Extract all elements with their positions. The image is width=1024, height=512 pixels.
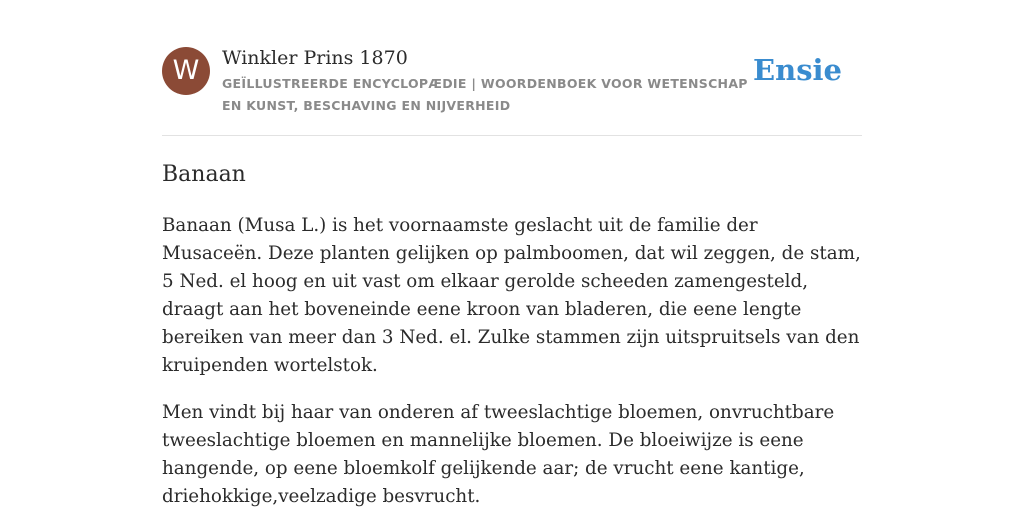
source-avatar[interactable]: W bbox=[162, 47, 210, 95]
ensie-logo[interactable]: Ensie bbox=[753, 53, 842, 87]
article-body bbox=[162, 212, 862, 512]
page-container bbox=[162, 0, 862, 507]
source-title[interactable]: Winkler Prins 1870 bbox=[222, 47, 408, 69]
article-paragraph: Banaan (Musa L.) is het voornaamste geslacht uit de familie der Musaceën. Deze planten gelijken op palmboomen, dat wil zeggen, de stam, 5 Ned. el hoog en uit vast om elkaar gerolde scheeden zamengesteld, draagt aan het boveneinde eene kroon van bladeren, die eene lengte bereiken van meer dan 3 Ned. el. Zulke stammen zijn uitspruitsels van den kruipenden wortelstok. bbox=[162, 215, 861, 376]
source-subtitle: GEÏLLUSTREERDE ENCYCLOPÆDIE | WOORDENBOEK VOOR WETENSCHAP EN KUNST, BESCHAVING EN NIJVERHEID bbox=[222, 76, 748, 113]
article-paragraph: Men vindt bij haar van onderen af tweeslachtige bloemen, onvruchtbare tweeslachtige bloemen en mannelijke bloemen. De bloeiwijze is eene hangende, op eene bloemkolf gelijkende aar; de vrucht eene kantige, driehokkige,veelzadige besvrucht. bbox=[162, 402, 835, 507]
source-header bbox=[162, 0, 862, 136]
article-title: Banaan bbox=[162, 162, 246, 187]
